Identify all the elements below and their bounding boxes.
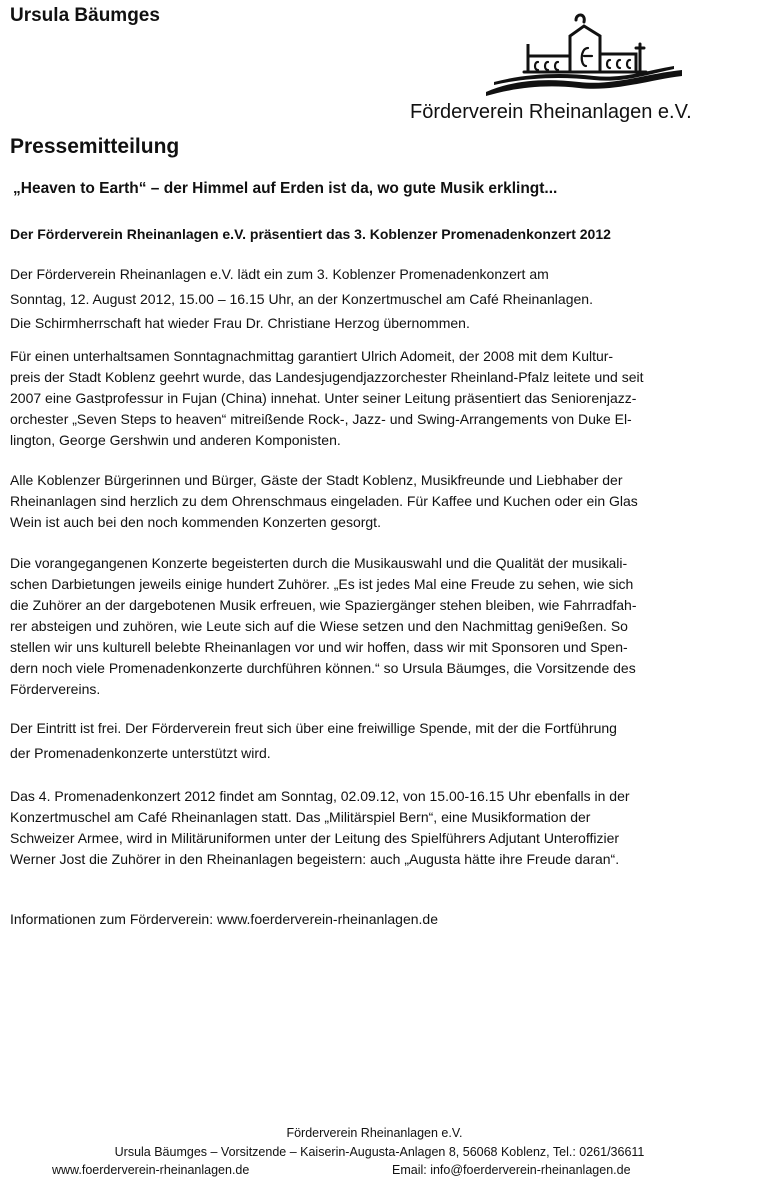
text-line: Wein ist auch bei den noch kommenden Konzerten gesorgt. bbox=[10, 514, 381, 530]
rhine-promenade-building-logo-icon bbox=[484, 8, 684, 100]
text-line: orchester „Seven Steps to heaven“ mitreißende Rock-, Jazz- und Swing-Arrangements von Duke El- bbox=[10, 411, 632, 427]
text-line: Fördervereins. bbox=[10, 681, 101, 697]
text-line: Schweizer Armee, wird in Militäruniformen unter der Leitung des Spielführers Adjutant Unteroffizier bbox=[10, 830, 620, 846]
headline: „Heaven to Earth“ – der Himmel auf Erden ist da, wo gute Musik erklingt... bbox=[13, 180, 558, 197]
text-line: Konzertmuschel am Café Rheinanlagen statt. Das „Militärspiel Bern“, eine Musikformation der bbox=[10, 809, 591, 825]
organization-name: Förderverein Rheinanlagen e.V. bbox=[410, 101, 692, 123]
text-line: Der Förderverein Rheinanlagen e.V. lädt ein zum 3. Koblenzer Promenadenkonzert am bbox=[10, 266, 549, 282]
paragraph-previous-concerts bbox=[10, 553, 755, 700]
info-line: Informationen zum Förderverein: www.foerderverein-rheinanlagen.de bbox=[10, 911, 438, 927]
subheadline: Der Förderverein Rheinanlagen e.V. präsentiert das 3. Koblenzer Promenadenkonzert 2012 bbox=[10, 226, 611, 242]
paragraph-conductor bbox=[10, 346, 755, 451]
footer-address: Ursula Bäumges – Vorsitzende – Kaiserin-Augusta-Anlagen 8, 56068 Koblenz, Tel.: 0261/36611 bbox=[114, 1145, 645, 1159]
author-name: Ursula Bäumges bbox=[10, 5, 160, 26]
paragraph-welcome bbox=[10, 470, 755, 533]
text-line: schen Darbietungen jeweils einige hundert Zuhörer. „Es ist jedes Mal eine Freude zu sehen, wie sich bbox=[10, 576, 634, 592]
text-line: Der Eintritt ist frei. Der Förderverein freut sich über eine freiwillige Spende, mit der die Fortführung bbox=[10, 720, 617, 736]
text-line: Das 4. Promenadenkonzert 2012 findet am Sonntag, 02.09.12, von 15.00-16.15 Uhr ebenfalls in der bbox=[10, 788, 630, 804]
text-line: Die Schirmherrschaft hat wieder Frau Dr. Christiane Herzog übernommen. bbox=[10, 315, 470, 331]
text-line: lington, George Gershwin und anderen Komponisten. bbox=[10, 432, 341, 448]
text-line: die Zuhörer an der dargebotenen Musik erfreuen, wie Spaziergänger stehen bleiben, wie Fahrradfah- bbox=[10, 597, 637, 613]
text-line: preis der Stadt Koblenz geehrt wurde, das Landesjugendjazzorchester Rheinland-Pfalz leitete und seit bbox=[10, 369, 644, 385]
text-line: Alle Koblenzer Bürgerinnen und Bürger, Gäste der Stadt Koblenz, Musikfreunde und Liebhaber der bbox=[10, 472, 623, 488]
footer-org: Förderverein Rheinanlagen e.V. bbox=[286, 1126, 463, 1140]
text-line: 2007 eine Gastprofessur in Fujan (China) innehat. Unter seiner Leitung präsentiert das Seniorenjazz- bbox=[10, 390, 637, 406]
text-line: Werner Jost die Zuhörer in den Rheinanlagen begeistern: auch „Augusta hätte ihre Freude daran“. bbox=[10, 851, 620, 867]
text-line: Für einen unterhaltsamen Sonntagnachmittag garantiert Ulrich Adomeit, der 2008 mit dem Kultur- bbox=[10, 348, 614, 364]
press-release-title: Pressemitteilung bbox=[10, 135, 180, 158]
text-line: Sonntag, 12. August 2012, 15.00 – 16.15 Uhr, an der Konzertmuschel am Café Rheinanlagen. bbox=[10, 290, 593, 307]
text-line: Die vorangegangenen Konzerte begeisterten durch die Musikauswahl und die Qualität der musikali- bbox=[10, 555, 628, 571]
footer-email-link[interactable]: Email: info@foerderverein-rheinanlagen.de bbox=[392, 1163, 631, 1177]
text-line: rer absteigen und zuhören, wie Leute sich auf die Wiese setzen und den Nachmittag geni9eßen. So bbox=[10, 618, 628, 634]
text-line: Rheinanlagen sind herzlich zu dem Ohrenschmaus eingeladen. Für Kaffee und Kuchen oder ein Glas bbox=[10, 493, 638, 509]
paragraph-invitation bbox=[10, 262, 755, 336]
text-line: der Promenadenkonzerte unterstützt wird. bbox=[10, 744, 271, 761]
text-line: stellen wir uns kulturell belebte Rheinanlagen vor und wir hoffen, dass wir mit Sponsoren und Spen- bbox=[10, 639, 628, 655]
text-line: dern noch viele Promenadenkonzerte durchführen können.“ so Ursula Bäumges, die Vorsitzende des bbox=[10, 660, 636, 676]
footer-website-link[interactable]: www.foerderverein-rheinanlagen.de bbox=[52, 1163, 250, 1177]
paragraph-next-concert bbox=[10, 786, 755, 870]
paragraph-admission bbox=[10, 716, 755, 765]
